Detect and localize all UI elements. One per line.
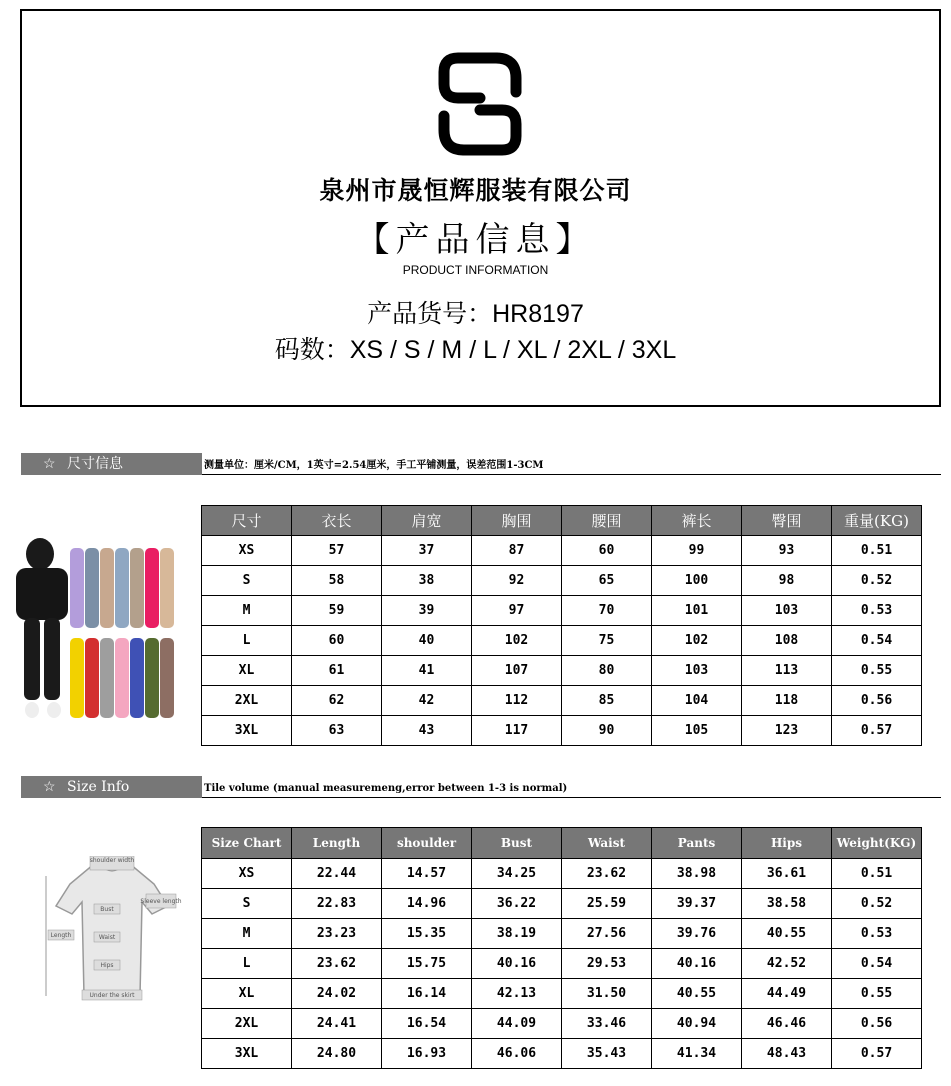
size-cell: XS — [202, 859, 292, 889]
value-cell: 31.50 — [562, 979, 652, 1009]
col-header: 尺寸 — [202, 506, 292, 536]
value-cell: 38.19 — [472, 919, 562, 949]
value-cell: 93 — [742, 536, 832, 566]
measurement-note-en: Tile volume (manual measuremeng,error between 1-3 is normal) — [202, 776, 941, 798]
value-cell: 34.25 — [472, 859, 562, 889]
value-cell: 33.46 — [562, 1009, 652, 1039]
product-info-title: 【产品信息】 — [355, 220, 596, 260]
value-cell: 46.06 — [472, 1039, 562, 1069]
models-bottom-row — [70, 638, 174, 718]
value-cell: 70 — [562, 596, 652, 626]
size-cell: L — [202, 949, 292, 979]
table-header-row — [202, 828, 922, 859]
value-cell: 0.55 — [832, 979, 922, 1009]
value-cell: 0.52 — [832, 566, 922, 596]
value-cell: 63 — [292, 716, 382, 746]
value-cell: 113 — [742, 656, 832, 686]
value-cell: 103 — [652, 656, 742, 686]
value-cell: 92 — [472, 566, 562, 596]
table-row — [202, 536, 922, 566]
value-cell: 0.53 — [832, 596, 922, 626]
value-cell: 23.62 — [562, 859, 652, 889]
table-row — [202, 949, 922, 979]
value-cell: 90 — [562, 716, 652, 746]
value-cell: 97 — [472, 596, 562, 626]
value-cell: 44.09 — [472, 1009, 562, 1039]
value-cell: 25.59 — [562, 889, 652, 919]
table-header-row — [202, 506, 922, 536]
table-row — [202, 656, 922, 686]
value-cell: 48.43 — [742, 1039, 832, 1069]
size-cell: M — [202, 596, 292, 626]
value-cell: 0.52 — [832, 889, 922, 919]
value-cell: 39.37 — [652, 889, 742, 919]
value-cell: 101 — [652, 596, 742, 626]
value-cell: 41 — [382, 656, 472, 686]
measurement-diagram — [42, 856, 182, 1008]
col-header: Hips — [742, 828, 832, 859]
col-header: 裤长 — [652, 506, 742, 536]
value-cell: 40.55 — [742, 919, 832, 949]
value-cell: 27.56 — [562, 919, 652, 949]
value-cell: 40.16 — [652, 949, 742, 979]
value-cell: 16.54 — [382, 1009, 472, 1039]
value-cell: 38.98 — [652, 859, 742, 889]
value-cell: 16.93 — [382, 1039, 472, 1069]
value-cell: 41.34 — [652, 1039, 742, 1069]
model-black — [16, 538, 68, 718]
col-header: Size Chart — [202, 828, 292, 859]
value-cell: 36.61 — [742, 859, 832, 889]
value-cell: 39.76 — [652, 919, 742, 949]
value-cell: 15.35 — [382, 919, 472, 949]
value-cell: 46.46 — [742, 1009, 832, 1039]
diagram-label-bust: Bust — [100, 906, 114, 913]
value-cell: 0.54 — [832, 949, 922, 979]
col-header: Length — [292, 828, 382, 859]
size-cell: 3XL — [202, 1039, 292, 1069]
value-cell: 108 — [742, 626, 832, 656]
value-cell: 103 — [742, 596, 832, 626]
value-cell: 112 — [472, 686, 562, 716]
value-cell: 100 — [652, 566, 742, 596]
value-cell: 39 — [382, 596, 472, 626]
diagram-label-hips: Hips — [100, 962, 114, 969]
size-cell: XL — [202, 656, 292, 686]
value-cell: 16.14 — [382, 979, 472, 1009]
table-row — [202, 889, 922, 919]
value-cell: 43 — [382, 716, 472, 746]
value-cell: 24.41 — [292, 1009, 382, 1039]
diagram-label-shoulder: shoulder width — [89, 857, 135, 864]
product-info-subtitle: PRODUCT INFORMATION — [402, 263, 549, 277]
col-header: Bust — [472, 828, 562, 859]
models-top-row — [70, 548, 174, 628]
size-range: 码数：XS / S / M / L / XL / 2XL / 3XL — [274, 336, 677, 364]
value-cell: 98 — [742, 566, 832, 596]
col-header: shoulder — [382, 828, 472, 859]
product-photo-collage — [8, 534, 188, 724]
size-table-en — [201, 827, 922, 1069]
value-cell: 0.57 — [832, 1039, 922, 1069]
table-row — [202, 596, 922, 626]
value-cell: 35.43 — [562, 1039, 652, 1069]
value-cell: 57 — [292, 536, 382, 566]
table-row — [202, 979, 922, 1009]
value-cell: 118 — [742, 686, 832, 716]
value-cell: 42.13 — [472, 979, 562, 1009]
diagram-label-hem: Under the skirt — [89, 992, 135, 999]
measurement-note-cn: 测量单位：厘米/CM，1英寸=2.54厘米，手工平铺测量，误差范围1-3CM — [202, 453, 941, 475]
size-cell: L — [202, 626, 292, 656]
value-cell: 40 — [382, 626, 472, 656]
brand-logo-icon — [436, 48, 524, 160]
col-header: 胸围 — [472, 506, 562, 536]
value-cell: 44.49 — [742, 979, 832, 1009]
value-cell: 14.57 — [382, 859, 472, 889]
col-header: 衣长 — [292, 506, 382, 536]
value-cell: 65 — [562, 566, 652, 596]
diagram-label-sleeve: Sleeve length — [140, 898, 182, 905]
col-header: 腰围 — [562, 506, 652, 536]
diagram-label-waist: Waist — [98, 934, 116, 941]
value-cell: 22.44 — [292, 859, 382, 889]
value-cell: 0.56 — [832, 1009, 922, 1039]
table-row — [202, 1039, 922, 1069]
value-cell: 0.56 — [832, 686, 922, 716]
col-header: 肩宽 — [382, 506, 472, 536]
size-cell: XL — [202, 979, 292, 1009]
value-cell: 42 — [382, 686, 472, 716]
value-cell: 61 — [292, 656, 382, 686]
value-cell: 104 — [652, 686, 742, 716]
value-cell: 85 — [562, 686, 652, 716]
size-cell: 2XL — [202, 1009, 292, 1039]
col-header: Waist — [562, 828, 652, 859]
value-cell: 60 — [562, 536, 652, 566]
size-cell: S — [202, 566, 292, 596]
value-cell: 23.23 — [292, 919, 382, 949]
value-cell: 38.58 — [742, 889, 832, 919]
value-cell: 60 — [292, 626, 382, 656]
value-cell: 0.55 — [832, 656, 922, 686]
size-cell: XS — [202, 536, 292, 566]
table-row — [202, 566, 922, 596]
table-row — [202, 626, 922, 656]
value-cell: 58 — [292, 566, 382, 596]
value-cell: 0.51 — [832, 536, 922, 566]
col-header: Pants — [652, 828, 742, 859]
table-row — [202, 919, 922, 949]
size-cell: 2XL — [202, 686, 292, 716]
value-cell: 102 — [472, 626, 562, 656]
value-cell: 0.53 — [832, 919, 922, 949]
table-row — [202, 859, 922, 889]
size-cell: S — [202, 889, 292, 919]
value-cell: 38 — [382, 566, 472, 596]
value-cell: 40.55 — [652, 979, 742, 1009]
value-cell: 59 — [292, 596, 382, 626]
value-cell: 117 — [472, 716, 562, 746]
value-cell: 15.75 — [382, 949, 472, 979]
section-title-en: ☆ Size Info — [21, 776, 202, 798]
value-cell: 80 — [562, 656, 652, 686]
value-cell: 24.80 — [292, 1039, 382, 1069]
value-cell: 42.52 — [742, 949, 832, 979]
value-cell: 22.83 — [292, 889, 382, 919]
value-cell: 0.57 — [832, 716, 922, 746]
size-cell: 3XL — [202, 716, 292, 746]
value-cell: 0.51 — [832, 859, 922, 889]
table-row — [202, 1009, 922, 1039]
value-cell: 0.54 — [832, 626, 922, 656]
diagram-label-length: Length — [50, 932, 72, 939]
value-cell: 36.22 — [472, 889, 562, 919]
star-icon: ☆ — [43, 779, 56, 795]
value-cell: 87 — [472, 536, 562, 566]
value-cell: 37 — [382, 536, 472, 566]
value-cell: 24.02 — [292, 979, 382, 1009]
col-header: 重量(KG) — [832, 506, 922, 536]
size-table-cn — [201, 505, 922, 746]
table-row — [202, 716, 922, 746]
value-cell: 14.96 — [382, 889, 472, 919]
value-cell: 23.62 — [292, 949, 382, 979]
value-cell: 123 — [742, 716, 832, 746]
company-name: 泉州市晟恒辉服装有限公司 — [319, 176, 632, 205]
col-header: 臀围 — [742, 506, 832, 536]
star-icon: ☆ — [43, 456, 56, 472]
value-cell: 29.53 — [562, 949, 652, 979]
section-title-cn: ☆ 尺寸信息 — [21, 453, 202, 475]
value-cell: 99 — [652, 536, 742, 566]
col-header: Weight(KG) — [832, 828, 922, 859]
value-cell: 75 — [562, 626, 652, 656]
size-cell: M — [202, 919, 292, 949]
value-cell: 107 — [472, 656, 562, 686]
value-cell: 40.94 — [652, 1009, 742, 1039]
value-cell: 62 — [292, 686, 382, 716]
value-cell: 105 — [652, 716, 742, 746]
value-cell: 40.16 — [472, 949, 562, 979]
table-row — [202, 686, 922, 716]
product-model-number: 产品货号：HR8197 — [367, 300, 584, 328]
value-cell: 102 — [652, 626, 742, 656]
